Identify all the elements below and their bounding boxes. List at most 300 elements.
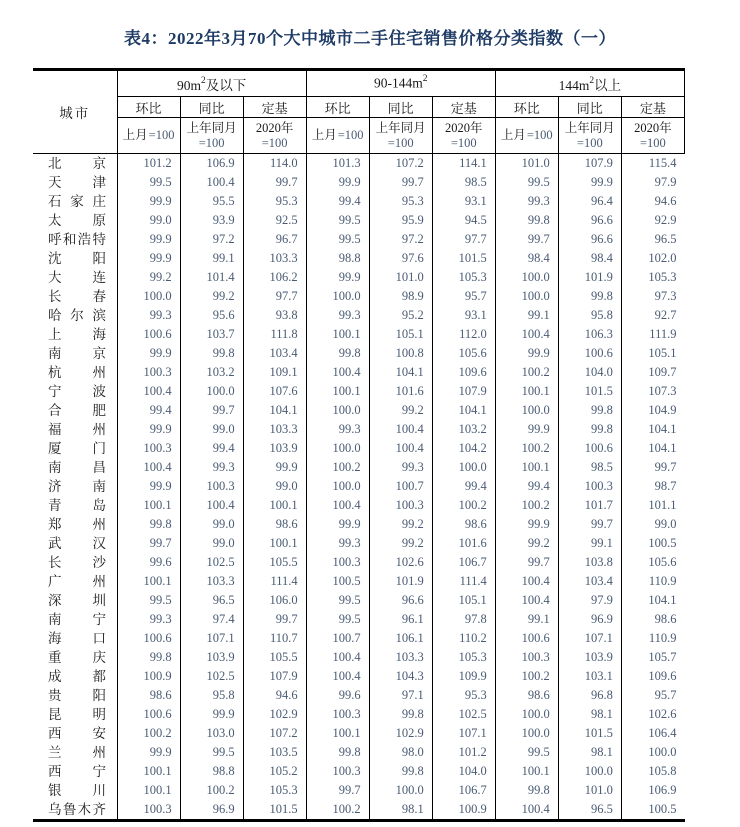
value-cell: 98.1 (558, 705, 621, 724)
value-cell: 99.8 (180, 344, 243, 363)
value-cell: 99.9 (117, 192, 180, 211)
value-cell: 103.7 (180, 325, 243, 344)
value-cell: 93.1 (432, 192, 495, 211)
value-cell: 103.0 (180, 724, 243, 743)
value-cell: 106.9 (180, 154, 243, 174)
value-cell: 99.5 (306, 211, 369, 230)
value-cell: 100.2 (180, 781, 243, 800)
city-name: 西 安 (48, 726, 106, 741)
value-cell: 104.3 (369, 667, 432, 686)
value-cell: 100.4 (117, 382, 180, 401)
value-cell: 94.6 (654, 194, 677, 208)
value-cell: 110.9 (648, 574, 677, 588)
value-cell: 100.1 (495, 458, 558, 477)
value-cell: 99.5 (306, 610, 369, 629)
value-cell: 99.7 (558, 515, 621, 534)
city-name: 兰 州 (48, 745, 106, 760)
value-cell: 97.7 (432, 230, 495, 249)
value-cell: 98.6 (495, 686, 558, 705)
value-cell: 99.2 (495, 534, 558, 553)
value-cell: 99.4 (306, 192, 369, 211)
table-row (33, 192, 685, 211)
value-cell: 99.5 (495, 173, 558, 192)
city-name: 南 京 (48, 346, 106, 361)
value-cell: 111.4 (243, 572, 306, 591)
value-cell: 100.3 (306, 553, 369, 572)
value-cell: 100.0 (495, 401, 558, 420)
city-name: 银 川 (48, 783, 106, 798)
value-cell: 95.3 (243, 192, 306, 211)
value-cell: 96.1 (369, 610, 432, 629)
value-cell: 100.4 (306, 648, 369, 667)
value-cell: 100.5 (648, 536, 677, 550)
value-cell: 100.3 (306, 762, 369, 781)
city-cell (33, 724, 117, 743)
value-cell: 104.2 (432, 439, 495, 458)
value-cell: 99.8 (558, 420, 621, 439)
city-cell (33, 420, 117, 439)
value-cell: 99.5 (117, 173, 180, 192)
city-name: 石 家 庄 (48, 194, 106, 209)
table-row (33, 724, 685, 743)
value-cell: 100.0 (117, 287, 180, 306)
value-cell: 105.5 (243, 648, 306, 667)
value-cell: 99.7 (654, 460, 677, 474)
value-cell: 100.0 (306, 401, 369, 420)
value-cell: 100.3 (369, 496, 432, 515)
value-cell: 106.4 (648, 726, 677, 740)
value-cell: 100.4 (180, 173, 243, 192)
value-cell: 99.5 (117, 591, 180, 610)
value-cell: 95.8 (558, 306, 621, 325)
value-cell: 97.9 (558, 591, 621, 610)
table-row (33, 420, 685, 439)
base-header-2020: 2020年 =100 (243, 118, 306, 154)
value-cell: 96.7 (243, 230, 306, 249)
city-name: 北 京 (48, 156, 106, 171)
value-cell: 98.6 (243, 515, 306, 534)
table-row (33, 591, 685, 610)
city-cell (33, 249, 117, 268)
value-cell: 107.1 (432, 724, 495, 743)
value-cell: 100.3 (180, 477, 243, 496)
city-cell (33, 534, 117, 553)
city-name: 合 肥 (48, 403, 106, 418)
city-name: 重 庆 (48, 650, 106, 665)
value-cell: 100.7 (369, 477, 432, 496)
value-cell: 104.1 (648, 441, 677, 455)
value-cell: 101.5 (432, 249, 495, 268)
value-cell: 100.4 (306, 667, 369, 686)
value-cell: 97.8 (432, 610, 495, 629)
value-cell: 106.7 (432, 781, 495, 800)
city-cell (33, 306, 117, 325)
value-cell: 101.3 (306, 154, 369, 174)
value-cell: 102.5 (180, 553, 243, 572)
value-cell: 101.2 (432, 743, 495, 762)
value-cell: 105.3 (432, 268, 495, 287)
value-cell: 99.1 (495, 306, 558, 325)
value-cell: 98.9 (369, 287, 432, 306)
value-cell: 100.2 (117, 724, 180, 743)
value-cell: 100.1 (495, 382, 558, 401)
value-cell: 100.4 (369, 439, 432, 458)
value-cell: 99.8 (117, 515, 180, 534)
table-row (33, 496, 685, 515)
value-cell: 97.7 (243, 287, 306, 306)
value-cell: 99.8 (369, 762, 432, 781)
value-cell: 99.9 (306, 515, 369, 534)
value-cell: 103.3 (243, 249, 306, 268)
value-cell: 100.0 (495, 724, 558, 743)
value-cell: 105.3 (648, 270, 677, 284)
table-row (33, 667, 685, 686)
table-row (33, 610, 685, 629)
value-cell: 101.2 (117, 154, 180, 174)
value-cell: 99.0 (117, 211, 180, 230)
city-cell (33, 686, 117, 705)
value-cell: 100.2 (306, 458, 369, 477)
city-cell (33, 515, 117, 534)
city-cell (33, 610, 117, 629)
value-cell: 95.5 (180, 192, 243, 211)
table-row (33, 344, 685, 363)
value-cell: 100.2 (306, 800, 369, 821)
value-cell: 100.4 (306, 363, 369, 382)
sub-header-mom: 环比 (306, 97, 369, 118)
value-cell: 100.0 (432, 458, 495, 477)
value-cell: 111.9 (649, 327, 677, 341)
group-header-144-above: $144m^2$以上 (495, 70, 684, 97)
value-cell: 100.5 (648, 802, 677, 816)
value-cell: 99.4 (495, 477, 558, 496)
value-cell: 99.9 (306, 173, 369, 192)
value-cell: 112.0 (432, 325, 495, 344)
value-cell: 99.3 (117, 610, 180, 629)
value-cell: 104.1 (369, 363, 432, 382)
value-cell: 101.5 (558, 724, 621, 743)
value-cell: 95.8 (180, 686, 243, 705)
value-cell: 97.9 (654, 175, 677, 189)
value-cell: 101.0 (495, 154, 558, 174)
value-cell: 106.2 (243, 268, 306, 287)
value-cell: 115.4 (648, 156, 677, 170)
value-cell: 100.2 (495, 363, 558, 382)
sub-header-fixed-base: 定基 (621, 97, 684, 118)
value-cell: 103.9 (180, 648, 243, 667)
value-cell: 110.7 (243, 629, 306, 648)
value-cell: 98.5 (432, 173, 495, 192)
value-cell: 100.0 (495, 705, 558, 724)
sub-header-mom: 环比 (117, 97, 180, 118)
city-name: 长 沙 (48, 555, 106, 570)
value-cell: 99.0 (180, 420, 243, 439)
city-name: 济 南 (48, 479, 106, 494)
city-cell (33, 629, 117, 648)
value-cell: 99.7 (495, 553, 558, 572)
sub-header-fixed-base: 定基 (243, 97, 306, 118)
value-cell: 105.7 (648, 650, 677, 664)
value-cell: 99.8 (369, 705, 432, 724)
page-title: 表4：2022年3月70个大中城市二手住宅销售价格分类指数（一） (124, 29, 616, 48)
value-cell: 94.6 (243, 686, 306, 705)
value-cell: 94.5 (432, 211, 495, 230)
value-cell: 100.6 (117, 629, 180, 648)
city-cell (33, 705, 117, 724)
city-name: 青 岛 (48, 498, 106, 513)
value-cell: 102.9 (369, 724, 432, 743)
value-cell: 99.9 (558, 173, 621, 192)
value-cell: 101.1 (648, 498, 677, 512)
table-row (33, 800, 685, 821)
value-cell: 109.1 (243, 363, 306, 382)
value-cell: 103.3 (369, 648, 432, 667)
table-row (33, 211, 685, 230)
value-cell: 100.3 (117, 439, 180, 458)
base-header-2020: 2020年 =100 (621, 118, 684, 154)
value-cell: 100.1 (495, 762, 558, 781)
value-cell: 100.2 (495, 496, 558, 515)
city-cell (33, 325, 117, 344)
city-name: 天 津 (48, 175, 106, 190)
city-cell (33, 553, 117, 572)
value-cell: 96.5 (180, 591, 243, 610)
city-cell (33, 591, 117, 610)
value-cell: 101.7 (558, 496, 621, 515)
value-cell: 104.1 (432, 401, 495, 420)
value-cell: 99.9 (117, 477, 180, 496)
city-name: 杭 州 (48, 365, 106, 380)
value-cell: 105.5 (243, 553, 306, 572)
value-cell: 100.3 (495, 648, 558, 667)
value-cell: 101.9 (369, 572, 432, 591)
value-cell: 98.5 (558, 458, 621, 477)
value-cell: 99.8 (117, 648, 180, 667)
value-cell: 98.6 (117, 686, 180, 705)
value-cell: 96.8 (558, 686, 621, 705)
sub-header-fixed-base: 定基 (432, 97, 495, 118)
value-cell: 105.1 (432, 591, 495, 610)
value-cell: 109.7 (648, 365, 677, 379)
superscript-2: 2 (589, 76, 595, 86)
table-row (33, 249, 685, 268)
group-header-90-below: $90m^2$及以下 (117, 70, 306, 97)
table-row (33, 363, 685, 382)
value-cell: 100.6 (558, 344, 621, 363)
value-cell: 95.3 (369, 192, 432, 211)
value-cell: 99.9 (117, 743, 180, 762)
city-cell (33, 211, 117, 230)
value-cell: 98.8 (306, 249, 369, 268)
value-cell: 99.7 (369, 173, 432, 192)
city-cell (33, 382, 117, 401)
table-row (33, 553, 685, 572)
city-name: 呼 和 浩 特 (48, 232, 106, 247)
city-cell (33, 572, 117, 591)
sub-header-yoy: 同比 (180, 97, 243, 118)
value-cell: 100.7 (306, 629, 369, 648)
value-cell: 100.9 (117, 667, 180, 686)
value-cell: 103.3 (243, 420, 306, 439)
city-name: 南 昌 (48, 460, 106, 475)
city-name: 沈 阳 (48, 251, 106, 266)
value-cell: 98.8 (180, 762, 243, 781)
city-name: 贵 阳 (48, 688, 106, 703)
value-cell: 99.7 (306, 781, 369, 800)
value-cell: 106.0 (243, 591, 306, 610)
value-cell: 99.9 (117, 420, 180, 439)
base-header-2020: 2020年 =100 (432, 118, 495, 154)
value-cell: 99.9 (495, 344, 558, 363)
value-cell: 95.6 (180, 306, 243, 325)
value-cell: 102.6 (648, 707, 677, 721)
value-cell: 99.3 (306, 420, 369, 439)
value-cell: 99.4 (117, 401, 180, 420)
value-cell: 105.6 (648, 555, 677, 569)
value-cell: 109.9 (432, 667, 495, 686)
value-cell: 104.1 (243, 401, 306, 420)
value-cell: 101.9 (558, 268, 621, 287)
value-cell: 111.8 (243, 325, 306, 344)
value-cell: 99.9 (117, 249, 180, 268)
value-cell: 100.1 (243, 496, 306, 515)
value-cell: 99.1 (495, 610, 558, 629)
table-body (33, 154, 685, 821)
value-cell: 99.5 (306, 591, 369, 610)
value-cell: 99.0 (243, 477, 306, 496)
city-cell (33, 762, 117, 781)
value-cell: 99.2 (369, 534, 432, 553)
value-cell: 92.7 (654, 308, 677, 322)
value-cell: 104.0 (432, 762, 495, 781)
value-cell: 96.6 (558, 211, 621, 230)
value-cell: 100.1 (117, 781, 180, 800)
value-cell: 99.3 (180, 458, 243, 477)
value-cell: 114.1 (432, 154, 495, 174)
sub-header-mom: 环比 (495, 97, 558, 118)
value-cell: 97.4 (180, 610, 243, 629)
value-cell: 103.8 (558, 553, 621, 572)
value-cell: 103.9 (558, 648, 621, 667)
value-cell: 103.4 (243, 344, 306, 363)
value-cell: 105.3 (243, 781, 306, 800)
corner-header-cell: 城市 (33, 70, 117, 154)
table-row (33, 629, 685, 648)
value-cell: 99.3 (369, 458, 432, 477)
value-cell: 96.6 (369, 591, 432, 610)
city-cell (33, 192, 117, 211)
value-cell: 100.9 (432, 800, 495, 821)
value-cell: 99.4 (180, 439, 243, 458)
value-cell: 99.5 (306, 230, 369, 249)
value-cell: 102.0 (648, 251, 677, 265)
value-cell: 96.9 (558, 610, 621, 629)
value-cell: 99.8 (495, 211, 558, 230)
value-cell: 99.3 (495, 192, 558, 211)
value-cell: 100.4 (495, 572, 558, 591)
value-cell: 102.5 (180, 667, 243, 686)
value-cell: 99.0 (180, 515, 243, 534)
value-cell: 100.6 (117, 705, 180, 724)
value-cell: 103.2 (432, 420, 495, 439)
city-name: 宁 波 (48, 384, 106, 399)
table-row (33, 743, 685, 762)
value-cell: 106.1 (369, 629, 432, 648)
value-cell: 96.4 (558, 192, 621, 211)
value-cell: 105.6 (432, 344, 495, 363)
value-cell: 104.9 (648, 403, 677, 417)
value-cell: 100.3 (306, 705, 369, 724)
value-cell: 107.1 (558, 629, 621, 648)
table-row (33, 154, 685, 174)
value-cell: 99.9 (495, 515, 558, 534)
value-cell: 105.1 (648, 346, 677, 360)
value-cell: 109.6 (432, 363, 495, 382)
value-cell: 97.2 (369, 230, 432, 249)
city-name: 乌 鲁 木 齐 (48, 802, 106, 817)
value-cell: 110.9 (648, 631, 677, 645)
value-cell: 100.4 (495, 800, 558, 821)
value-cell: 98.7 (654, 479, 677, 493)
value-cell: 99.2 (369, 401, 432, 420)
value-cell: 98.0 (369, 743, 432, 762)
value-cell: 97.6 (369, 249, 432, 268)
value-cell: 99.7 (117, 534, 180, 553)
value-cell: 96.5 (558, 800, 621, 821)
value-cell: 100.4 (495, 591, 558, 610)
value-cell: 107.1 (180, 629, 243, 648)
base-header-prev-month: 上月=100 (306, 118, 369, 154)
value-cell: 105.2 (243, 762, 306, 781)
value-cell: 95.2 (369, 306, 432, 325)
value-cell: 101.6 (369, 382, 432, 401)
value-cell: 99.2 (180, 287, 243, 306)
value-cell: 99.3 (306, 534, 369, 553)
city-cell (33, 781, 117, 800)
value-cell: 100.2 (495, 439, 558, 458)
value-cell: 100.1 (117, 572, 180, 591)
city-cell (33, 344, 117, 363)
value-cell: 107.9 (243, 667, 306, 686)
value-cell: 99.0 (180, 534, 243, 553)
value-cell: 100.4 (180, 496, 243, 515)
value-cell: 100.2 (432, 496, 495, 515)
value-cell: 104.1 (648, 422, 677, 436)
table-row (33, 762, 685, 781)
city-name: 福 州 (48, 422, 106, 437)
value-cell: 100.3 (117, 800, 180, 821)
value-cell: 100.0 (180, 382, 243, 401)
value-cell: 103.5 (243, 743, 306, 762)
value-cell: 101.5 (558, 382, 621, 401)
value-cell: 100.0 (369, 781, 432, 800)
value-cell: 99.9 (117, 230, 180, 249)
value-cell: 100.0 (495, 287, 558, 306)
value-cell: 100.4 (369, 420, 432, 439)
value-cell: 99.9 (495, 420, 558, 439)
table-row (33, 648, 685, 667)
value-cell: 103.9 (243, 439, 306, 458)
base-header-prev-month: 上月=100 (117, 118, 180, 154)
value-cell: 98.6 (654, 612, 677, 626)
value-cell: 97.3 (654, 289, 677, 303)
value-cell: 100.4 (306, 496, 369, 515)
price-index-table (33, 68, 685, 822)
city-cell (33, 743, 117, 762)
table-row (33, 401, 685, 420)
city-cell (33, 800, 117, 821)
value-cell: 98.4 (558, 249, 621, 268)
